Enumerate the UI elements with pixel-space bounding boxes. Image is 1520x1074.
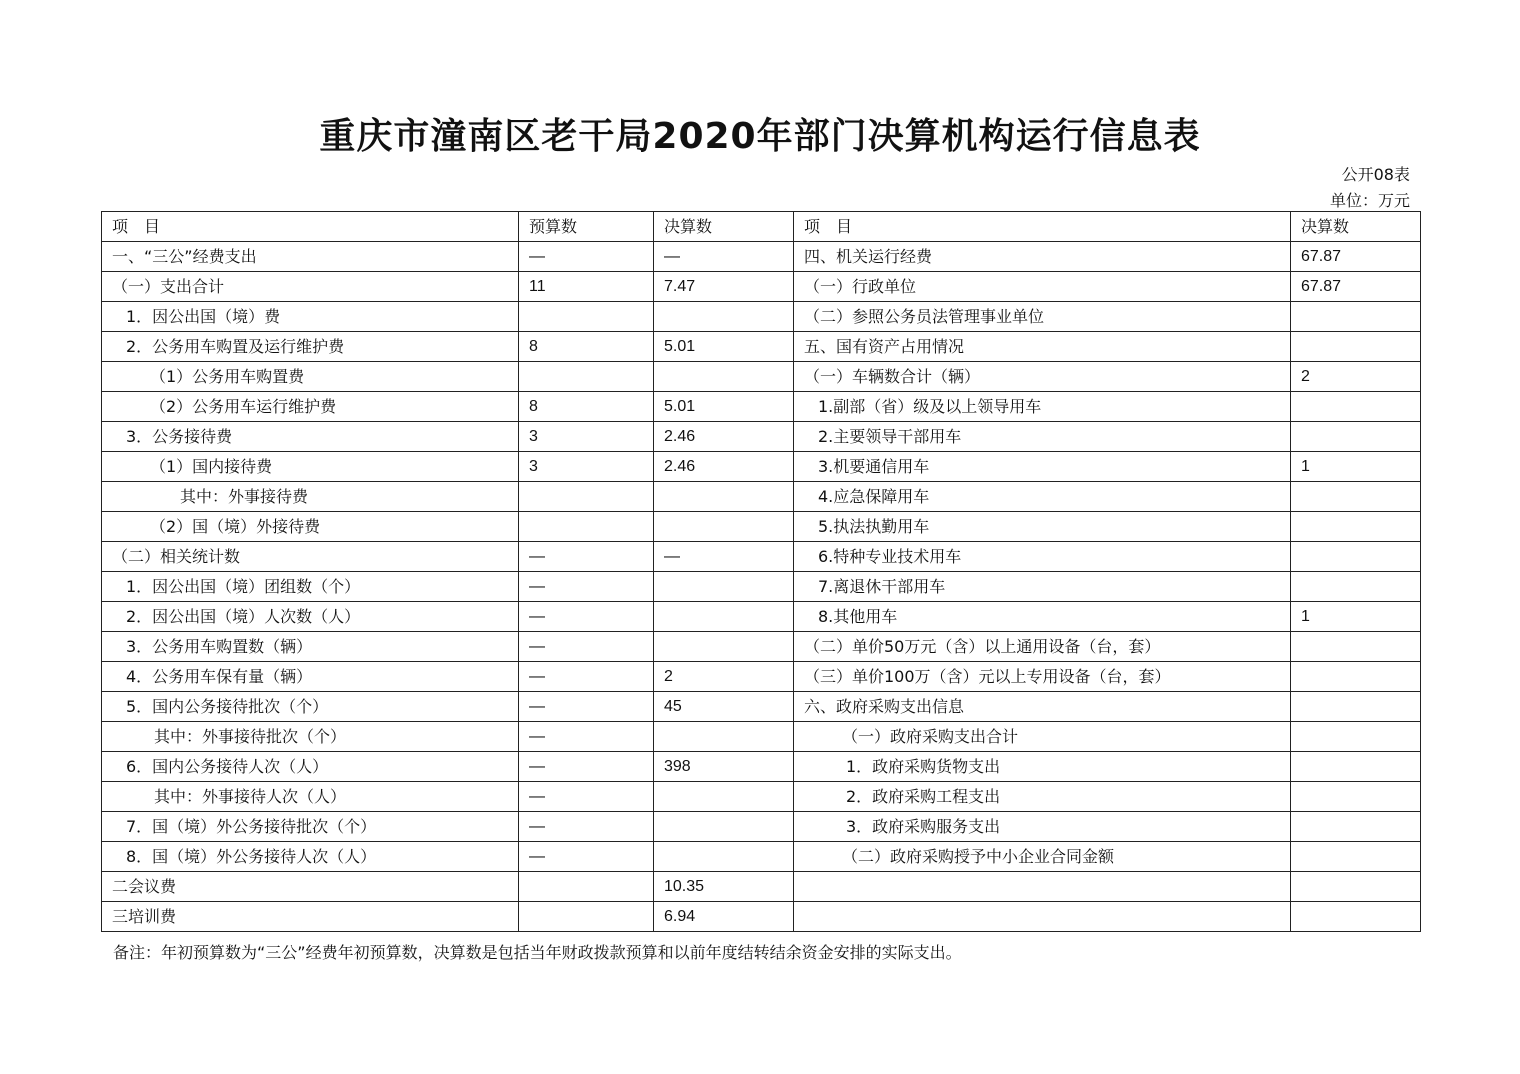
row-item: 2．公务用车购置及运行维护费 — [102, 332, 519, 362]
row-budget: 11 — [519, 272, 654, 302]
row-right-final — [1291, 752, 1421, 782]
row-right-final — [1291, 302, 1421, 332]
row-right-final — [1291, 842, 1421, 872]
table-row — [102, 452, 1421, 482]
table-code: 公开08表 — [1341, 165, 1410, 184]
row-right-item: （一）政府采购支出合计 — [794, 722, 1291, 752]
table-row — [102, 842, 1421, 872]
table-row — [102, 902, 1421, 932]
row-right-item: （三）单价100万（含）元以上专用设备（台，套） — [794, 662, 1291, 692]
row-item: 3．公务接待费 — [102, 422, 519, 452]
table-row — [102, 302, 1421, 332]
row-final: — — [654, 542, 794, 572]
row-item: 一、“三公”经费支出 — [102, 242, 519, 272]
row-right-final — [1291, 662, 1421, 692]
row-right-final — [1291, 902, 1421, 932]
row-budget: — — [519, 842, 654, 872]
row-budget: 8 — [519, 332, 654, 362]
row-final: 10.35 — [654, 872, 794, 902]
row-item: 三培训费 — [102, 902, 519, 932]
row-final — [654, 572, 794, 602]
row-right-final — [1291, 332, 1421, 362]
row-item: 2．因公出国（境）人次数（人） — [102, 602, 519, 632]
row-final — [654, 482, 794, 512]
row-final: 398 — [654, 752, 794, 782]
row-right-final — [1291, 812, 1421, 842]
row-final: 5.01 — [654, 392, 794, 422]
row-item: 8．国（境）外公务接待人次（人） — [102, 842, 519, 872]
row-final — [654, 512, 794, 542]
row-item: 1．因公出国（境）费 — [102, 302, 519, 332]
table-row — [102, 242, 1421, 272]
row-item: 其中：外事接待费 — [102, 482, 519, 512]
row-right-item: 7.离退休干部用车 — [794, 572, 1291, 602]
row-final: 2 — [654, 662, 794, 692]
row-item: （一）支出合计 — [102, 272, 519, 302]
row-right-item: （一）行政单位 — [794, 272, 1291, 302]
row-budget: — — [519, 692, 654, 722]
row-budget — [519, 902, 654, 932]
row-right-final — [1291, 632, 1421, 662]
row-item: 其中：外事接待人次（人） — [102, 782, 519, 812]
row-final — [654, 602, 794, 632]
table-row — [102, 782, 1421, 812]
table-row — [102, 872, 1421, 902]
row-right-item: 2.主要领导干部用车 — [794, 422, 1291, 452]
row-right-final: 2 — [1291, 362, 1421, 392]
table-row — [102, 632, 1421, 662]
table-row — [102, 722, 1421, 752]
row-right-item: 四、机关运行经费 — [794, 242, 1291, 272]
row-final: 7.47 — [654, 272, 794, 302]
row-final — [654, 302, 794, 332]
row-final: 5.01 — [654, 332, 794, 362]
row-budget: 8 — [519, 392, 654, 422]
row-budget: — — [519, 572, 654, 602]
row-item: （2）公务用车运行维护费 — [102, 392, 519, 422]
table-row — [102, 692, 1421, 722]
table-row — [102, 482, 1421, 512]
row-item: （2）国（境）外接待费 — [102, 512, 519, 542]
row-right-final — [1291, 482, 1421, 512]
table-row — [102, 422, 1421, 452]
row-final: 2.46 — [654, 422, 794, 452]
table-row — [102, 572, 1421, 602]
row-item: （二）相关统计数 — [102, 542, 519, 572]
row-budget: — — [519, 782, 654, 812]
row-budget — [519, 482, 654, 512]
row-right-final — [1291, 422, 1421, 452]
footnote: 备注：年初预算数为“三公”经费年初预算数，决算数是包括当年财政拨款预算和以前年度结转结余资金安排的实际支出。 — [113, 943, 962, 962]
row-right-item: 5.执法执勤用车 — [794, 512, 1291, 542]
row-budget: 3 — [519, 422, 654, 452]
row-final — [654, 722, 794, 752]
row-budget: — — [519, 542, 654, 572]
row-item: （1）公务用车购置费 — [102, 362, 519, 392]
row-right-item: 6.特种专业技术用车 — [794, 542, 1291, 572]
table-row — [102, 602, 1421, 632]
row-right-final — [1291, 392, 1421, 422]
row-final — [654, 812, 794, 842]
row-budget — [519, 362, 654, 392]
table-row — [102, 272, 1421, 302]
row-item: 3．公务用车购置数（辆） — [102, 632, 519, 662]
row-right-final — [1291, 722, 1421, 752]
row-budget: — — [519, 662, 654, 692]
row-right-item: （二）政府采购授予中小企业合同金额 — [794, 842, 1291, 872]
table-row — [102, 512, 1421, 542]
table-row — [102, 392, 1421, 422]
row-budget — [519, 302, 654, 332]
row-budget: — — [519, 812, 654, 842]
row-final — [654, 362, 794, 392]
row-right-item: 五、国有资产占用情况 — [794, 332, 1291, 362]
row-right-item: （一）车辆数合计（辆） — [794, 362, 1291, 392]
row-budget: — — [519, 242, 654, 272]
row-right-item: 1．政府采购货物支出 — [794, 752, 1291, 782]
row-budget: — — [519, 752, 654, 782]
row-right-item — [794, 902, 1291, 932]
table-row — [102, 332, 1421, 362]
row-item: 其中：外事接待批次（个） — [102, 722, 519, 752]
row-budget: — — [519, 722, 654, 752]
row-right-final: 67.87 — [1291, 242, 1421, 272]
row-right-final — [1291, 692, 1421, 722]
row-right-item: （二）单价50万元（含）以上通用设备（台，套） — [794, 632, 1291, 662]
row-right-item: 3.机要通信用车 — [794, 452, 1291, 482]
header-item-left: 项 目 — [102, 212, 519, 242]
row-item: （1）国内接待费 — [102, 452, 519, 482]
row-final: 2.46 — [654, 452, 794, 482]
row-final: 6.94 — [654, 902, 794, 932]
row-final — [654, 632, 794, 662]
row-right-final — [1291, 542, 1421, 572]
row-budget — [519, 512, 654, 542]
row-right-item: 六、政府采购支出信息 — [794, 692, 1291, 722]
table-row — [102, 662, 1421, 692]
row-right-final: 1 — [1291, 452, 1421, 482]
row-item: 二会议费 — [102, 872, 519, 902]
row-right-item — [794, 872, 1291, 902]
row-item: 6．国内公务接待人次（人） — [102, 752, 519, 782]
unit-label: 单位：万元 — [1329, 191, 1410, 210]
row-final: 45 — [654, 692, 794, 722]
row-right-item: 8.其他用车 — [794, 602, 1291, 632]
table-row — [102, 362, 1421, 392]
row-right-item: 2．政府采购工程支出 — [794, 782, 1291, 812]
table-row — [102, 542, 1421, 572]
table-row — [102, 812, 1421, 842]
table-row — [102, 752, 1421, 782]
row-right-item: 4.应急保障用车 — [794, 482, 1291, 512]
row-item: 7．国（境）外公务接待批次（个） — [102, 812, 519, 842]
row-item: 5．国内公务接待批次（个） — [102, 692, 519, 722]
page-title: 重庆市潼南区老干局2020年部门决算机构运行信息表 — [319, 116, 1201, 157]
header-item-right: 项 目 — [794, 212, 1291, 242]
row-budget: — — [519, 602, 654, 632]
row-right-final — [1291, 512, 1421, 542]
row-budget — [519, 872, 654, 902]
row-final — [654, 842, 794, 872]
header-budget: 预算数 — [519, 212, 654, 242]
row-right-final: 67.87 — [1291, 272, 1421, 302]
row-right-final — [1291, 872, 1421, 902]
row-item: 1．因公出国（境）团组数（个） — [102, 572, 519, 602]
info-table — [101, 211, 1421, 932]
row-right-final: 1 — [1291, 602, 1421, 632]
row-budget: 3 — [519, 452, 654, 482]
row-final: — — [654, 242, 794, 272]
row-item: 4．公务用车保有量（辆） — [102, 662, 519, 692]
header-final-right: 决算数 — [1291, 212, 1421, 242]
row-right-final — [1291, 572, 1421, 602]
row-final — [654, 782, 794, 812]
row-right-item: （二）参照公务员法管理事业单位 — [794, 302, 1291, 332]
row-right-final — [1291, 782, 1421, 812]
header-final-left: 决算数 — [654, 212, 794, 242]
row-budget: — — [519, 632, 654, 662]
table-header-row — [102, 212, 1421, 242]
row-right-item: 1.副部（省）级及以上领导用车 — [794, 392, 1291, 422]
row-right-item: 3．政府采购服务支出 — [794, 812, 1291, 842]
